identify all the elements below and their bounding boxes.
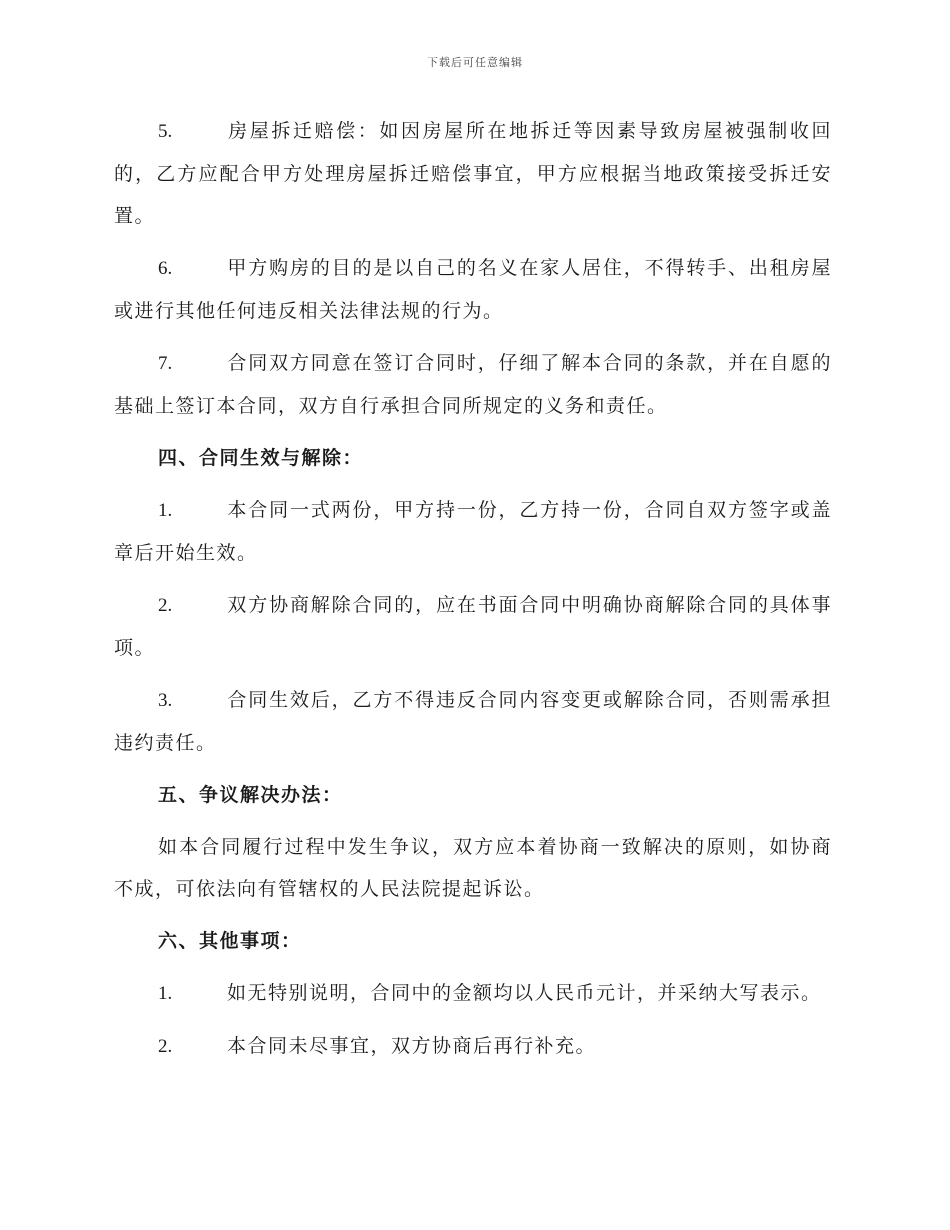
section-heading-6: 六、其他事项：	[158, 930, 302, 952]
clause-text: 双方协商解除合同的，应在书面合同中明确协商解除合同的具体事项。	[114, 594, 832, 659]
clause-6-2	[114, 1025, 832, 1068]
section-heading-5: 五、争议解决办法：	[158, 784, 343, 806]
clause-text: 合同双方同意在签订合同时，仔细了解本合同的条款，并在自愿的基础上签订本合同，双方自行承担合同所规定的义务和责任。	[114, 352, 832, 417]
clause-5	[114, 110, 832, 237]
clause-text: 本合同一式两份，甲方持一份，乙方持一份，合同自双方签字或盖章后开始生效。	[114, 499, 832, 564]
clause-6-1	[114, 972, 832, 1015]
clause-text: 如无特别说明，合同中的金额均以人民币元计，并采纳大写表示。	[227, 982, 822, 1004]
clause-number: 2.	[158, 595, 173, 616]
clause-number: 5.	[158, 121, 173, 142]
clause-4-2	[114, 584, 832, 669]
clause-4-3	[114, 679, 832, 764]
clause-number: 1.	[158, 983, 173, 1004]
document-body	[114, 110, 832, 1078]
clause-text: 房屋拆迁赔偿：如因房屋所在地拆迁等因素导致房屋被强制收回的，乙方应配合甲方处理房屋拆迁赔偿事宜，甲方应根据当地政策接受拆迁安置。	[114, 120, 832, 227]
clause-number: 1.	[158, 500, 173, 521]
clause-text: 甲方购房的目的是以自己的名义在家人居住，不得转手、出租房屋或进行其他任何违反相关法律法规的行为。	[114, 257, 832, 322]
section-heading-4: 四、合同生效与解除：	[158, 447, 364, 469]
clause-number: 7.	[158, 353, 173, 374]
clause-number: 2.	[158, 1036, 173, 1057]
clause-6	[114, 247, 832, 332]
clause-number: 6.	[158, 258, 173, 279]
clause-4-1	[114, 489, 832, 574]
clause-7	[114, 342, 832, 427]
page-header: 下载后可任意编辑	[427, 56, 523, 69]
clause-number: 3.	[158, 690, 173, 711]
clause-text: 合同生效后，乙方不得违反合同内容变更或解除合同，否则需承担违约责任。	[114, 689, 832, 754]
section-5-paragraph: 如本合同履行过程中发生争议，双方应本着协商一致解决的原则，如协商不成，可依法向有管辖权的人民法院提起诉讼。	[114, 836, 832, 900]
clause-text: 本合同未尽事宜，双方协商后再行补充。	[227, 1035, 597, 1057]
